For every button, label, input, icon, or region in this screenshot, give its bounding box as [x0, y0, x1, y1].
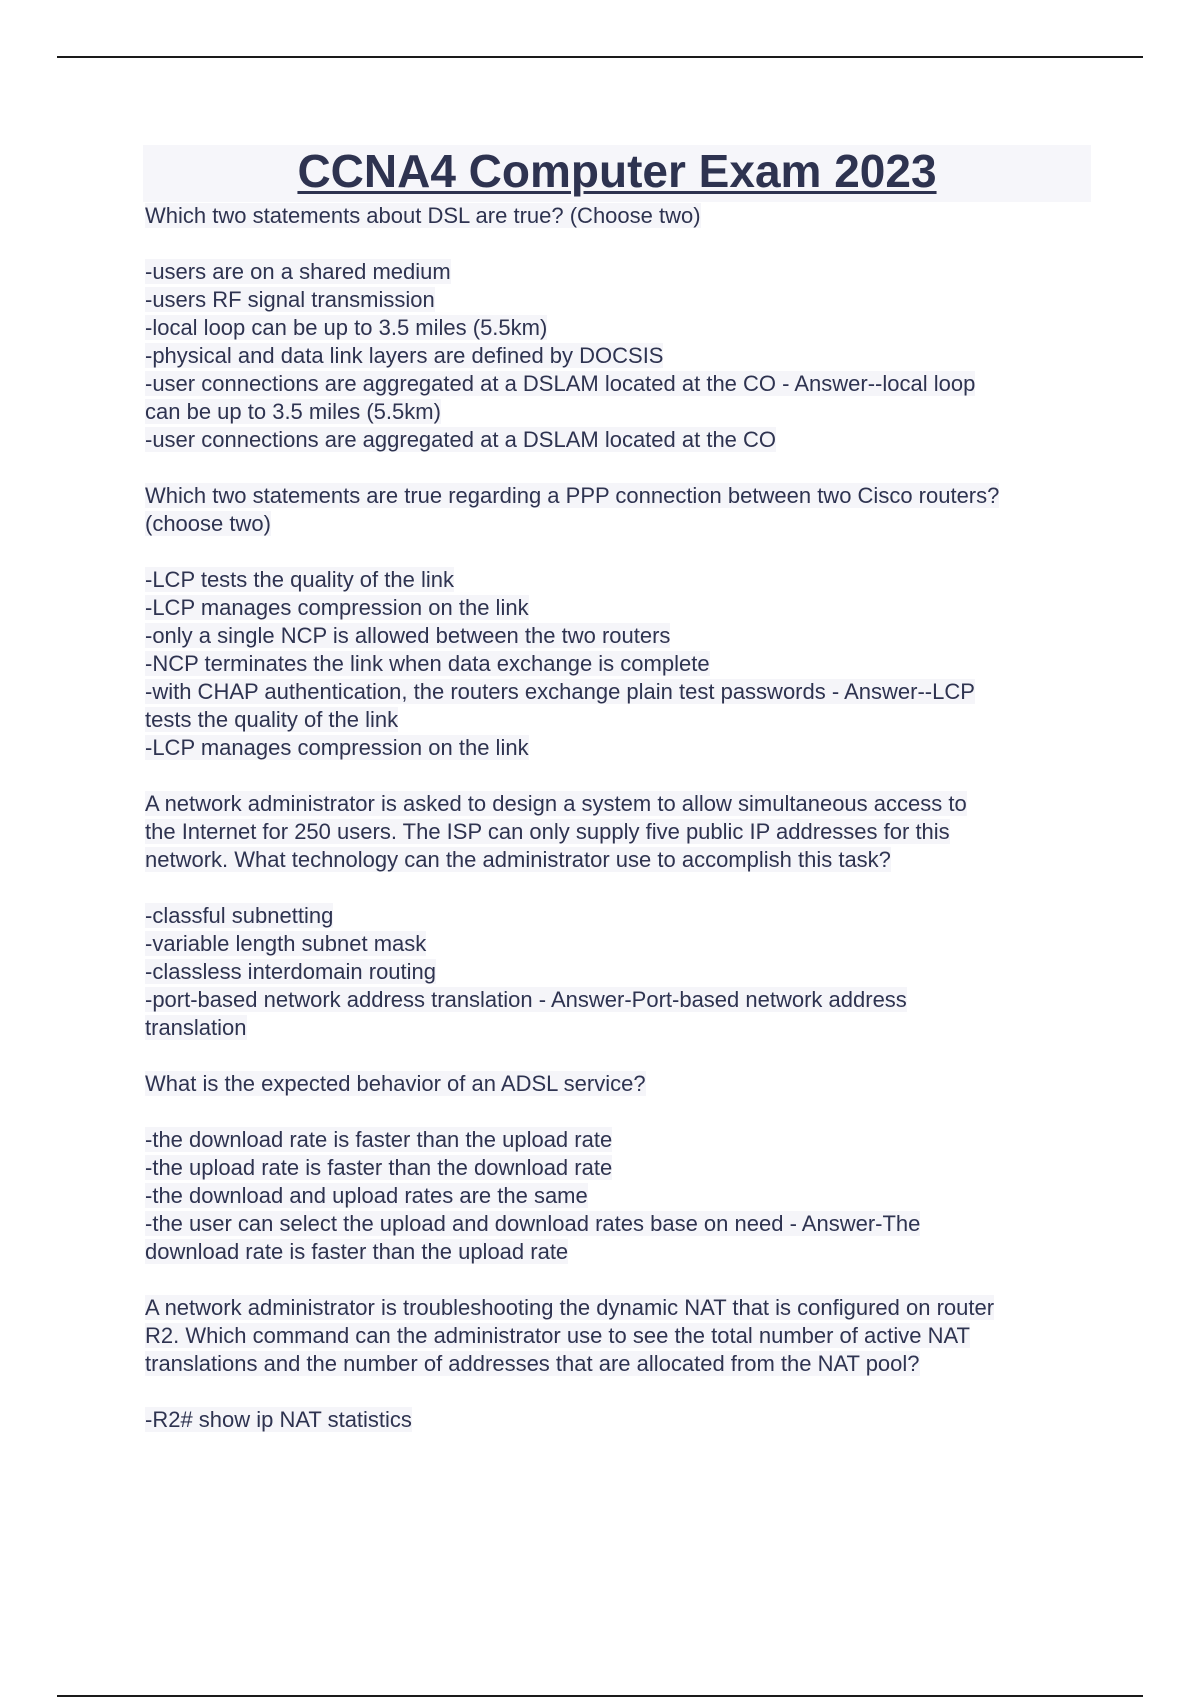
spacer: [145, 762, 1095, 790]
option-text: translation: [145, 1015, 247, 1040]
option-text: -physical and data link layers are defined by DOCSIS: [145, 343, 664, 368]
option-text-line: [145, 1406, 1095, 1434]
option-text-line: [145, 1014, 1095, 1042]
question-block: [145, 482, 1095, 790]
document-title-text: CCNA4 Computer Exam 2023: [297, 145, 937, 197]
question-text-line: [145, 510, 1095, 538]
option-text-line: [145, 678, 1095, 706]
option-text: -classful subnetting: [145, 903, 334, 928]
option-text-line: [145, 1182, 1095, 1210]
option-text-line: [145, 1210, 1095, 1238]
question-text-line: [145, 1350, 1095, 1378]
question-text: What is the expected behavior of an ADSL service?: [145, 1071, 646, 1096]
question-text-line: [145, 1322, 1095, 1350]
option-text: -users RF signal transmission: [145, 287, 435, 312]
option-text-line: [145, 594, 1095, 622]
option-text: -with CHAP authentication, the routers exchange plain test passwords - Answer--LCP: [145, 679, 975, 704]
question-text-line: [145, 790, 1095, 818]
document-body: [145, 202, 1095, 1434]
spacer: [145, 454, 1095, 482]
option-text: can be up to 3.5 miles (5.5km): [145, 399, 441, 424]
question-text: network. What technology can the administrator use to accomplish this task?: [145, 847, 891, 872]
option-text: tests the quality of the link: [145, 707, 399, 732]
option-text-line: [145, 958, 1095, 986]
question-block: [145, 1294, 1095, 1434]
option-text: -LCP tests the quality of the link: [145, 567, 454, 592]
option-text-line: [145, 258, 1095, 286]
option-text: -LCP manages compression on the link: [145, 735, 529, 760]
option-text-line: [145, 986, 1095, 1014]
option-text-line: [145, 706, 1095, 734]
question-text-line: [145, 846, 1095, 874]
spacer: [145, 1378, 1095, 1406]
option-text-line: [145, 930, 1095, 958]
option-text: -variable length subnet mask: [145, 931, 427, 956]
option-text: -NCP terminates the link when data exchange is complete: [145, 651, 710, 676]
option-text: -only a single NCP is allowed between the two routers: [145, 623, 671, 648]
option-text: -local loop can be up to 3.5 miles (5.5km): [145, 315, 548, 340]
option-text-line: [145, 566, 1095, 594]
option-text-line: [145, 286, 1095, 314]
question-text-line: [145, 482, 1095, 510]
question-block: [145, 202, 1095, 482]
question-text-line: [145, 202, 1095, 230]
question-text: A network administrator is troubleshooting the dynamic NAT that is configured on router: [145, 1295, 995, 1320]
option-text-line: [145, 370, 1095, 398]
question-text: translations and the number of addresses that are allocated from the NAT pool?: [145, 1351, 920, 1376]
option-text: -port-based network address translation - Answer-Port-based network address: [145, 987, 907, 1012]
option-text-line: [145, 398, 1095, 426]
option-text-line: [145, 1238, 1095, 1266]
bottom-rule: [57, 1695, 1143, 1697]
option-text: -users are on a shared medium: [145, 259, 451, 284]
question-text-line: [145, 1294, 1095, 1322]
option-text-line: [145, 622, 1095, 650]
option-text: download rate is faster than the upload rate: [145, 1239, 569, 1264]
top-rule: [57, 56, 1143, 58]
option-text-line: [145, 314, 1095, 342]
spacer: [145, 538, 1095, 566]
option-text: -classless interdomain routing: [145, 959, 437, 984]
option-text-line: [145, 902, 1095, 930]
option-text: -R2# show ip NAT statistics: [145, 1407, 412, 1432]
spacer: [145, 874, 1095, 902]
option-text-line: [145, 1126, 1095, 1154]
question-text: R2. Which command can the administrator use to see the total number of active NAT: [145, 1323, 970, 1348]
option-text: -the user can select the upload and download rates base on need - Answer-The: [145, 1211, 921, 1236]
option-text: -the upload rate is faster than the download rate: [145, 1155, 613, 1180]
question-text: (choose two): [145, 511, 271, 536]
document-title: [143, 142, 1091, 200]
question-text: Which two statements are true regarding a PPP connection between two Cisco routers?: [145, 483, 1000, 508]
option-text-line: [145, 650, 1095, 678]
question-text: A network administrator is asked to design a system to allow simultaneous access to: [145, 791, 967, 816]
spacer: [145, 230, 1095, 258]
option-text-line: [145, 1154, 1095, 1182]
question-text-line: [145, 818, 1095, 846]
question-text-line: [145, 1070, 1095, 1098]
option-text-line: [145, 734, 1095, 762]
spacer: [145, 1098, 1095, 1126]
question-block: [145, 790, 1095, 1070]
question-text: Which two statements about DSL are true? (Choose two): [145, 203, 701, 228]
spacer: [145, 1266, 1095, 1294]
spacer: [145, 1042, 1095, 1070]
option-text-line: [145, 342, 1095, 370]
question-block: [145, 1070, 1095, 1294]
question-text: the Internet for 250 users. The ISP can only supply five public IP addresses for this: [145, 819, 950, 844]
option-text: -user connections are aggregated at a DSLAM located at the CO: [145, 427, 777, 452]
option-text: -the download rate is faster than the upload rate: [145, 1127, 613, 1152]
option-text: -LCP manages compression on the link: [145, 595, 529, 620]
option-text: -the download and upload rates are the same: [145, 1183, 588, 1208]
option-text: -user connections are aggregated at a DSLAM located at the CO - Answer--local loop: [145, 371, 976, 396]
option-text-line: [145, 426, 1095, 454]
